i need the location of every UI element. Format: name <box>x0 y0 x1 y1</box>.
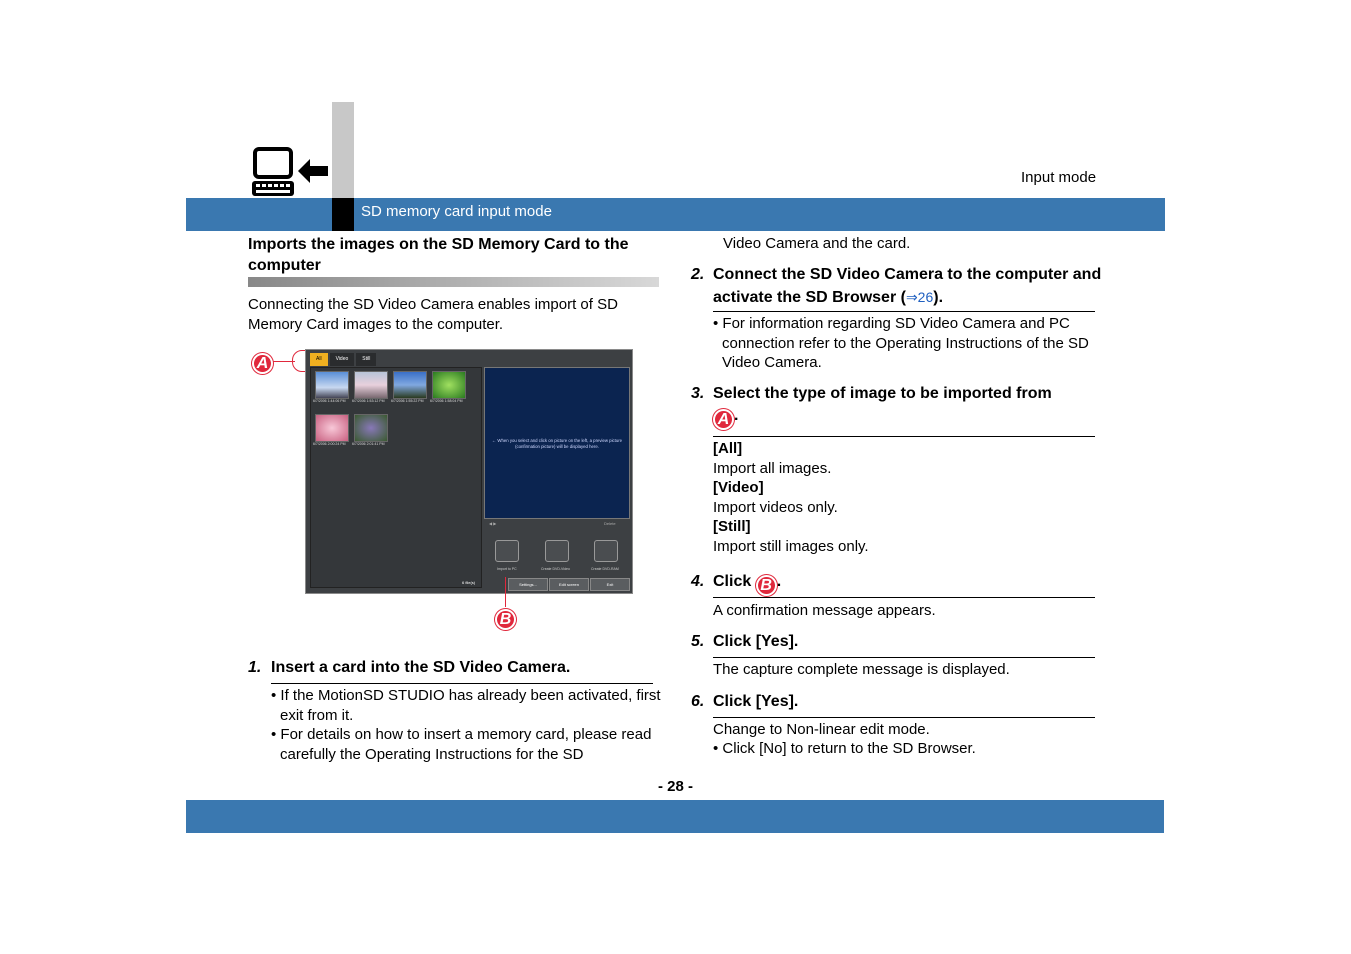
step-4-text: Click <box>713 573 752 590</box>
intro-text: Connecting the SD Video Camera enables import of SD Memory Card images to the computer. <box>248 296 618 333</box>
thumb-caption: 6/7/2006 2:00:24 PM <box>313 442 346 446</box>
mode-label: Input mode <box>1021 169 1097 186</box>
continued-text: Video Camera and the card. <box>723 235 911 252</box>
step-4-number: 4. <box>691 573 705 590</box>
callout-b-line <box>505 577 506 607</box>
preview-area <box>484 367 630 519</box>
option-desc: Import all images. <box>713 459 832 477</box>
icon-caption: Import to PC <box>497 567 517 571</box>
thumbnail[interactable] <box>315 371 349 399</box>
thumbnail-pane <box>310 367 482 588</box>
step-4-desc: A confirmation message appears. <box>713 602 936 619</box>
thumb-caption: 6/7/2006 1:44:06 PM <box>313 399 346 403</box>
step-rule <box>271 683 653 684</box>
step-1-bullet: • For details on how to insert a memory card, please read carefully the Operating Instructions for the SD <box>271 726 652 763</box>
create-dvd-video-button[interactable] <box>545 540 569 562</box>
header-tab-black <box>332 198 354 231</box>
import-to-pc-button[interactable] <box>495 540 519 562</box>
create-dvd-ram-button[interactable] <box>594 540 618 562</box>
step-5-desc: The capture complete message is displayed. <box>713 661 1010 678</box>
step-4-title <box>713 571 1103 596</box>
option-label: [Video] <box>713 479 764 496</box>
step-2-text: Connect the SD Video Camera to the computer and activate the SD Browser ( <box>713 266 1102 306</box>
tab-all[interactable]: All <box>310 353 328 366</box>
marker-b: B <box>756 575 777 596</box>
step-6-number: 6. <box>691 693 705 710</box>
settings-button[interactable]: Settings... <box>508 578 548 591</box>
step-3-title <box>713 383 1103 430</box>
marker-b: B <box>495 609 516 630</box>
step-6-desc: Change to Non-linear edit mode. <box>713 721 930 738</box>
page-link[interactable]: ⇒26 <box>905 289 934 305</box>
thumbnail[interactable] <box>315 414 349 442</box>
step-1-number: 1. <box>248 659 262 676</box>
step-2-text-end: ). <box>933 289 944 306</box>
step-rule <box>713 657 1095 658</box>
thumbnail[interactable] <box>432 371 466 399</box>
nav-arrows[interactable]: ◀ ▶ <box>489 521 497 526</box>
page-heading: Imports the images on the SD Memory Card to the computer <box>248 236 629 274</box>
thumbnail[interactable] <box>393 371 427 399</box>
delete-button[interactable]: Delete <box>604 521 616 526</box>
step-5-title: Click [Yes]. <box>713 633 799 650</box>
file-count: 6 file(s) <box>462 580 476 585</box>
exit-button[interactable]: Exit <box>590 578 630 591</box>
preview-hint: ← When you select and click on picture on the left, a preview picture (confirmation picture) will be displayed here. <box>491 438 623 449</box>
sd-browser-screenshot <box>305 349 633 594</box>
icon-caption: Create DVD-RAM <box>591 567 619 571</box>
thumb-caption: 6/7/2006 1:55:22 PM <box>391 399 424 403</box>
header-tab-gray <box>332 102 354 200</box>
type-options <box>713 439 1103 556</box>
step-5-number: 5. <box>691 633 705 650</box>
tab-video[interactable]: Video <box>330 353 355 366</box>
step-1-title: Insert a card into the SD Video Camera. <box>271 659 571 676</box>
step-rule <box>713 311 1095 312</box>
callout-b <box>495 607 516 630</box>
tab-still[interactable]: Still <box>356 353 376 366</box>
edit-screen-button[interactable]: Edit screen <box>549 578 589 591</box>
step-1-bullet: • If the MotionSD STUDIO has already been activated, first exit from it. <box>271 687 661 724</box>
thumbnail[interactable] <box>354 371 388 399</box>
icon-caption: Create DVD-Video <box>541 567 570 571</box>
step-6-bullet: • Click [No] to return to the SD Browser. <box>713 740 976 757</box>
step-rule <box>713 597 1095 598</box>
step-2-bullet: • For information regarding SD Video Camera and PC connection refer to the Operating Instructions of the SD Video Camera. <box>713 315 1089 371</box>
option-label: [All] <box>713 440 743 457</box>
marker-a: A <box>252 353 273 374</box>
step-6-title: Click [Yes]. <box>713 693 799 710</box>
step-3-dot: . <box>734 407 739 424</box>
section-title: SD memory card input mode <box>361 203 552 220</box>
type-tabs <box>310 353 480 366</box>
step-rule <box>713 717 1095 718</box>
option-desc: Import videos only. <box>713 498 838 516</box>
step-2-title <box>713 264 1103 309</box>
step-rule <box>713 436 1095 437</box>
marker-a: A <box>713 409 734 430</box>
thumb-caption: 6/7/2006 1:58:04 PM <box>430 399 463 403</box>
callout-a <box>252 351 273 374</box>
step-3-text: Select the type of image to be imported from <box>713 385 1052 402</box>
page-number: - 28 - <box>657 778 693 795</box>
step-4-dot: . <box>776 573 782 590</box>
thumbnail[interactable] <box>354 414 388 442</box>
footer-bar <box>186 800 1164 833</box>
step-3-number: 3. <box>691 385 705 402</box>
option-label: [Still] <box>713 518 751 535</box>
thumb-caption: 6/7/2006 1:53:12 PM <box>352 399 385 403</box>
computer-import-icon <box>250 146 330 198</box>
option-desc: Import still images only. <box>713 537 869 555</box>
thumb-caption: 6/7/2006 2:01:41 PM <box>352 442 385 446</box>
heading-rule <box>248 277 659 287</box>
step-2-number: 2. <box>691 266 705 283</box>
